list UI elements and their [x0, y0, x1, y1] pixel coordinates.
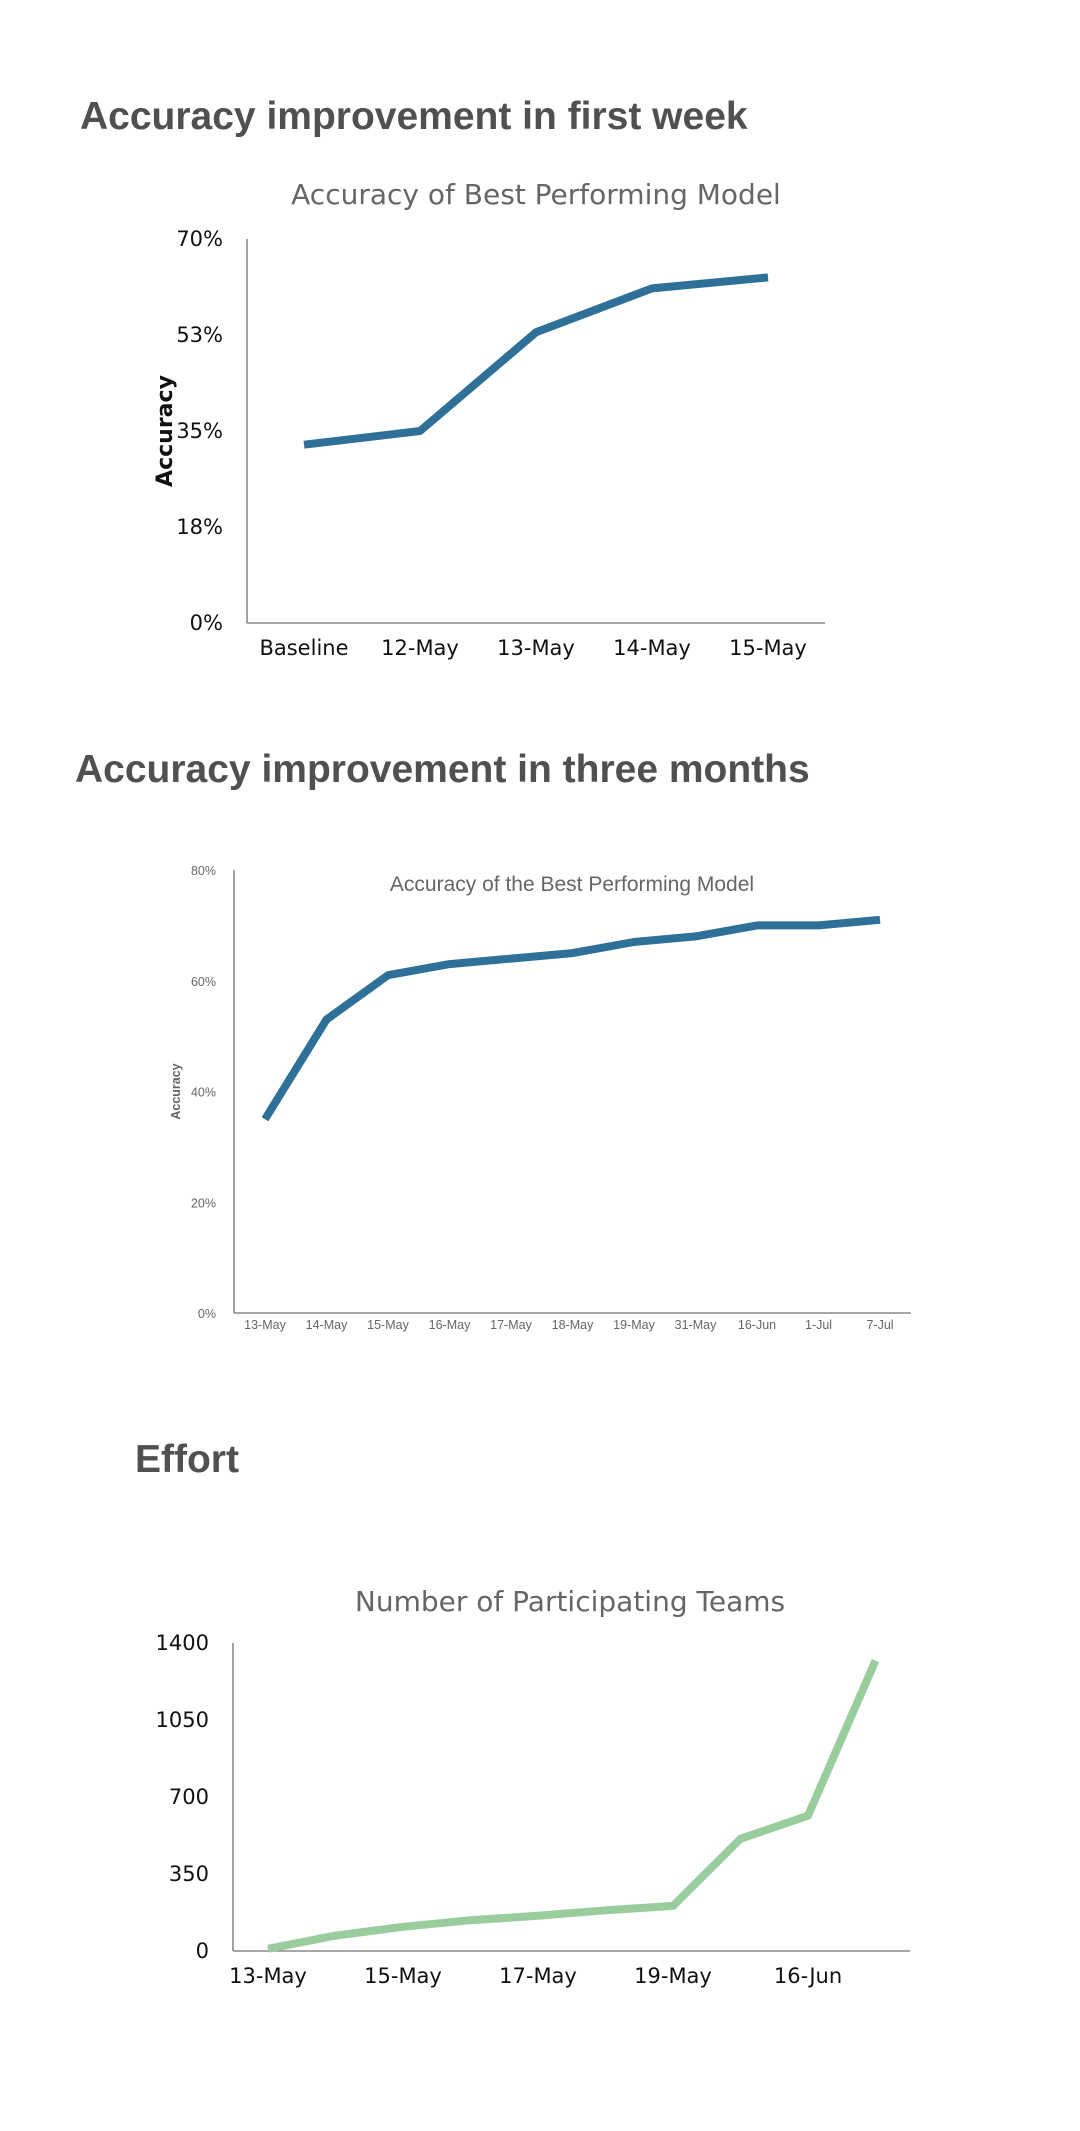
- y-tick-label: 80%: [190, 864, 216, 878]
- series-line: [304, 277, 768, 444]
- x-tick-label: 18-May: [551, 1318, 594, 1332]
- x-tick-label: Baseline: [259, 636, 349, 660]
- y-tick-label: 60%: [190, 974, 216, 989]
- y-axis-label: Accuracy: [153, 375, 178, 487]
- x-tick-label: 1-Jul: [804, 1318, 833, 1332]
- x-tick-label: 13-May: [497, 636, 575, 660]
- x-tick-label: 13-May: [244, 1318, 286, 1332]
- chart-participating-teams: [0, 1505, 1080, 2045]
- x-tick-label: 16-Jun: [773, 1964, 843, 1988]
- x-tick-label: 15-May: [367, 1318, 409, 1332]
- y-tick-label: 0: [195, 1939, 209, 1963]
- chart-three-months-accuracy: [0, 840, 1080, 1370]
- x-tick-label: 16-Jun: [737, 1318, 777, 1332]
- chart-title: Accuracy of Best Performing Model: [291, 178, 781, 211]
- series-line: [265, 920, 880, 1119]
- y-tick-label: 350: [168, 1862, 209, 1886]
- chart-first-week-accuracy: [0, 170, 1080, 690]
- y-tick-label: 20%: [190, 1196, 216, 1211]
- x-tick-label: 31-May: [674, 1318, 717, 1332]
- y-tick-label: 0%: [197, 1307, 216, 1321]
- series-line: [268, 1661, 876, 1949]
- x-tick-label: 14-May: [613, 636, 691, 660]
- y-tick-label: 35%: [176, 419, 223, 443]
- y-tick-label: 0%: [189, 611, 223, 635]
- x-tick-label: 15-May: [364, 1964, 442, 1988]
- y-tick-label: 40%: [190, 1085, 216, 1100]
- chart-title: Number of Participating Teams: [354, 1585, 786, 1618]
- x-tick-label: 17-May: [499, 1964, 577, 1988]
- x-tick-label: 16-May: [428, 1318, 471, 1332]
- y-tick-label: 1050: [155, 1708, 209, 1732]
- x-tick-label: 17-May: [490, 1318, 532, 1332]
- y-tick-label: 53%: [176, 323, 223, 347]
- section-heading-effort: Effort: [135, 1438, 239, 1481]
- section-heading-first-week: Accuracy improvement in first week: [80, 95, 748, 138]
- x-tick-label: 19-May: [613, 1318, 655, 1332]
- x-tick-label: 13-May: [229, 1964, 307, 1988]
- x-tick-label: 15-May: [729, 636, 807, 660]
- y-tick-label: 700: [168, 1785, 209, 1809]
- y-tick-label: 1400: [155, 1631, 209, 1655]
- y-tick-label: 18%: [176, 515, 223, 539]
- x-tick-label: 12-May: [381, 636, 459, 660]
- x-tick-label: 19-May: [634, 1964, 712, 1988]
- chart-title: Accuracy of the Best Performing Model: [389, 873, 755, 896]
- section-heading-three-months: Accuracy improvement in three months: [75, 748, 810, 791]
- x-tick-label: 7-Jul: [866, 1318, 894, 1332]
- y-axis-label: Accuracy: [169, 1063, 183, 1120]
- x-tick-label: 14-May: [305, 1318, 348, 1332]
- y-tick-label: 70%: [176, 227, 223, 251]
